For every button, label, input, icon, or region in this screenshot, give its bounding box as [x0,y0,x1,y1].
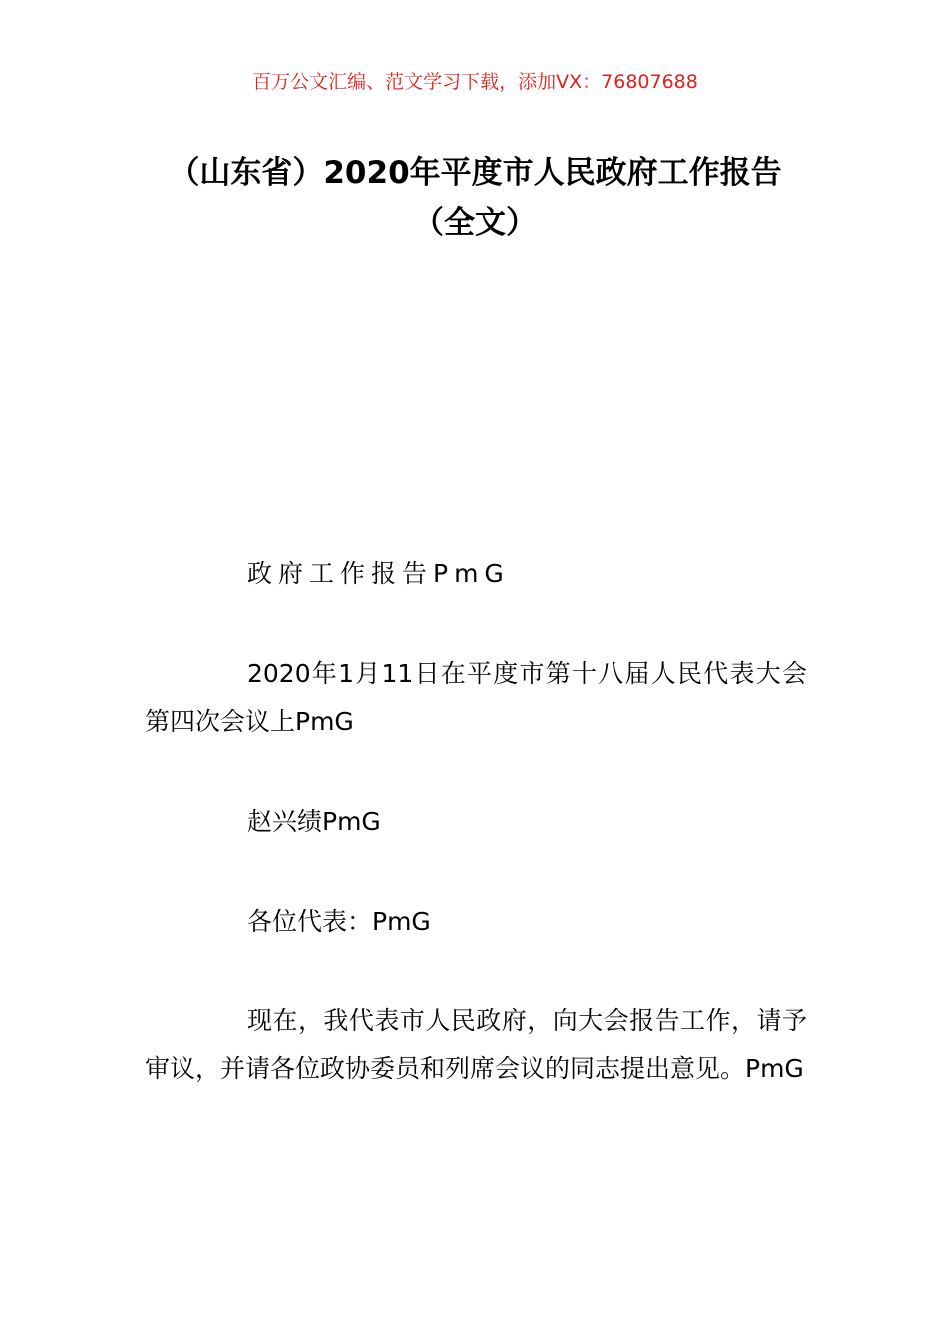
paragraph-speaker: 赵兴绩PmG [247,807,381,836]
paragraph-salutation: 各位代表：PmG [247,907,431,936]
header-note: 百万公文汇编、范文学习下载，添加VX：76807688 [252,71,698,93]
paragraph-report-heading: 政府工作报告PmG [247,559,510,588]
document-title: （山东省）2020年平度市人民政府工作报告（全文） [168,155,782,241]
paragraph-opening: 现在，我代表市人民政府，向大会报告工作，请予审议，并请各位政协委员和列席会议的同志提出意见。PmG [145,1006,807,1083]
paragraph-meeting-info: 2020年1月11日在平度市第十八届人民代表大会第四次会议上PmG [145,659,807,736]
